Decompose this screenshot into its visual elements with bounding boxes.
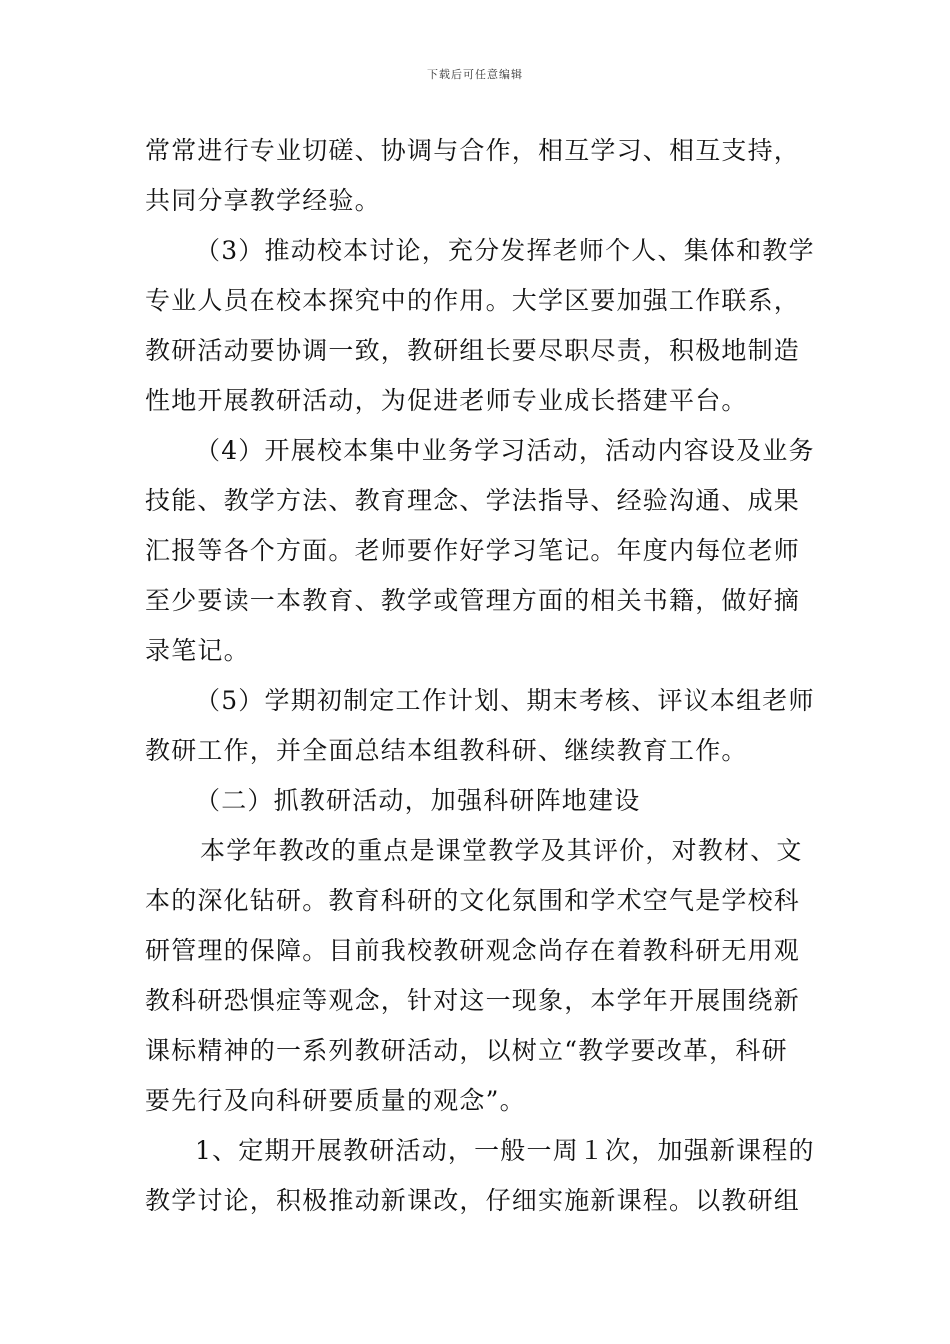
text-line: 至少要读一本教育、教学或管理方面的相关书籍，做好摘: [145, 586, 801, 615]
text-line: （3）推动校本讨论，充分发挥老师个人、集体和教学: [195, 236, 815, 265]
text-line: 常常进行专业切磋、协调与合作，相互学习、相互支持，: [145, 136, 801, 165]
text-line: 汇报等各个方面。老师要作好学习笔记。年度内每位老师: [145, 536, 801, 565]
text-line: 教研工作，并全面总结本组教科研、继续教育工作。: [145, 736, 748, 765]
section-heading: （二）抓教研活动，加强科研阵地建设: [195, 786, 641, 815]
text-line: 研管理的保障。目前我校教研观念尚存在着教科研无用观: [145, 936, 801, 965]
text-line: 专业人员在校本探究中的作用。大学区要加强工作联系，: [145, 286, 801, 315]
text-line: 共同分享教学经验。: [145, 186, 381, 215]
text-line: 课标精神的一系列教研活动，以树立“教学要改革，科研: [145, 1036, 788, 1065]
text-line: （4）开展校本集中业务学习活动，活动内容设及业务: [195, 436, 815, 465]
text-line: 教科研恐惧症等观念，针对这一现象，本学年开展围绕新: [145, 986, 801, 1015]
text-line: 要先行及向科研要质量的观念”。: [145, 1086, 526, 1115]
document-body: [145, 126, 815, 1226]
text-line: 技能、教学方法、教育理念、学法指导、经验沟通、成果: [145, 486, 801, 515]
text-line: 本的深化钻研。教育科研的文化氛围和学术空气是学校科: [145, 886, 801, 915]
text-line: 本学年教改的重点是课堂教学及其评价，对教材、文: [200, 836, 803, 865]
text-line: 教学讨论，积极推动新课改，仔细实施新课程。以教研组: [145, 1186, 801, 1215]
text-line: 性地开展教研活动，为促进老师专业成长搭建平台。: [145, 386, 748, 415]
text-line: 1、定期开展教研活动，一般一周１次，加强新课程的: [195, 1136, 815, 1165]
text-line: 教研活动要协调一致，教研组长要尽职尽责，积极地制造: [145, 336, 801, 365]
text-line: 录笔记。: [145, 636, 250, 665]
header-note: 下载后可任意编辑: [427, 68, 523, 81]
text-line: （5）学期初制定工作计划、期末考核、评议本组老师: [195, 686, 815, 715]
